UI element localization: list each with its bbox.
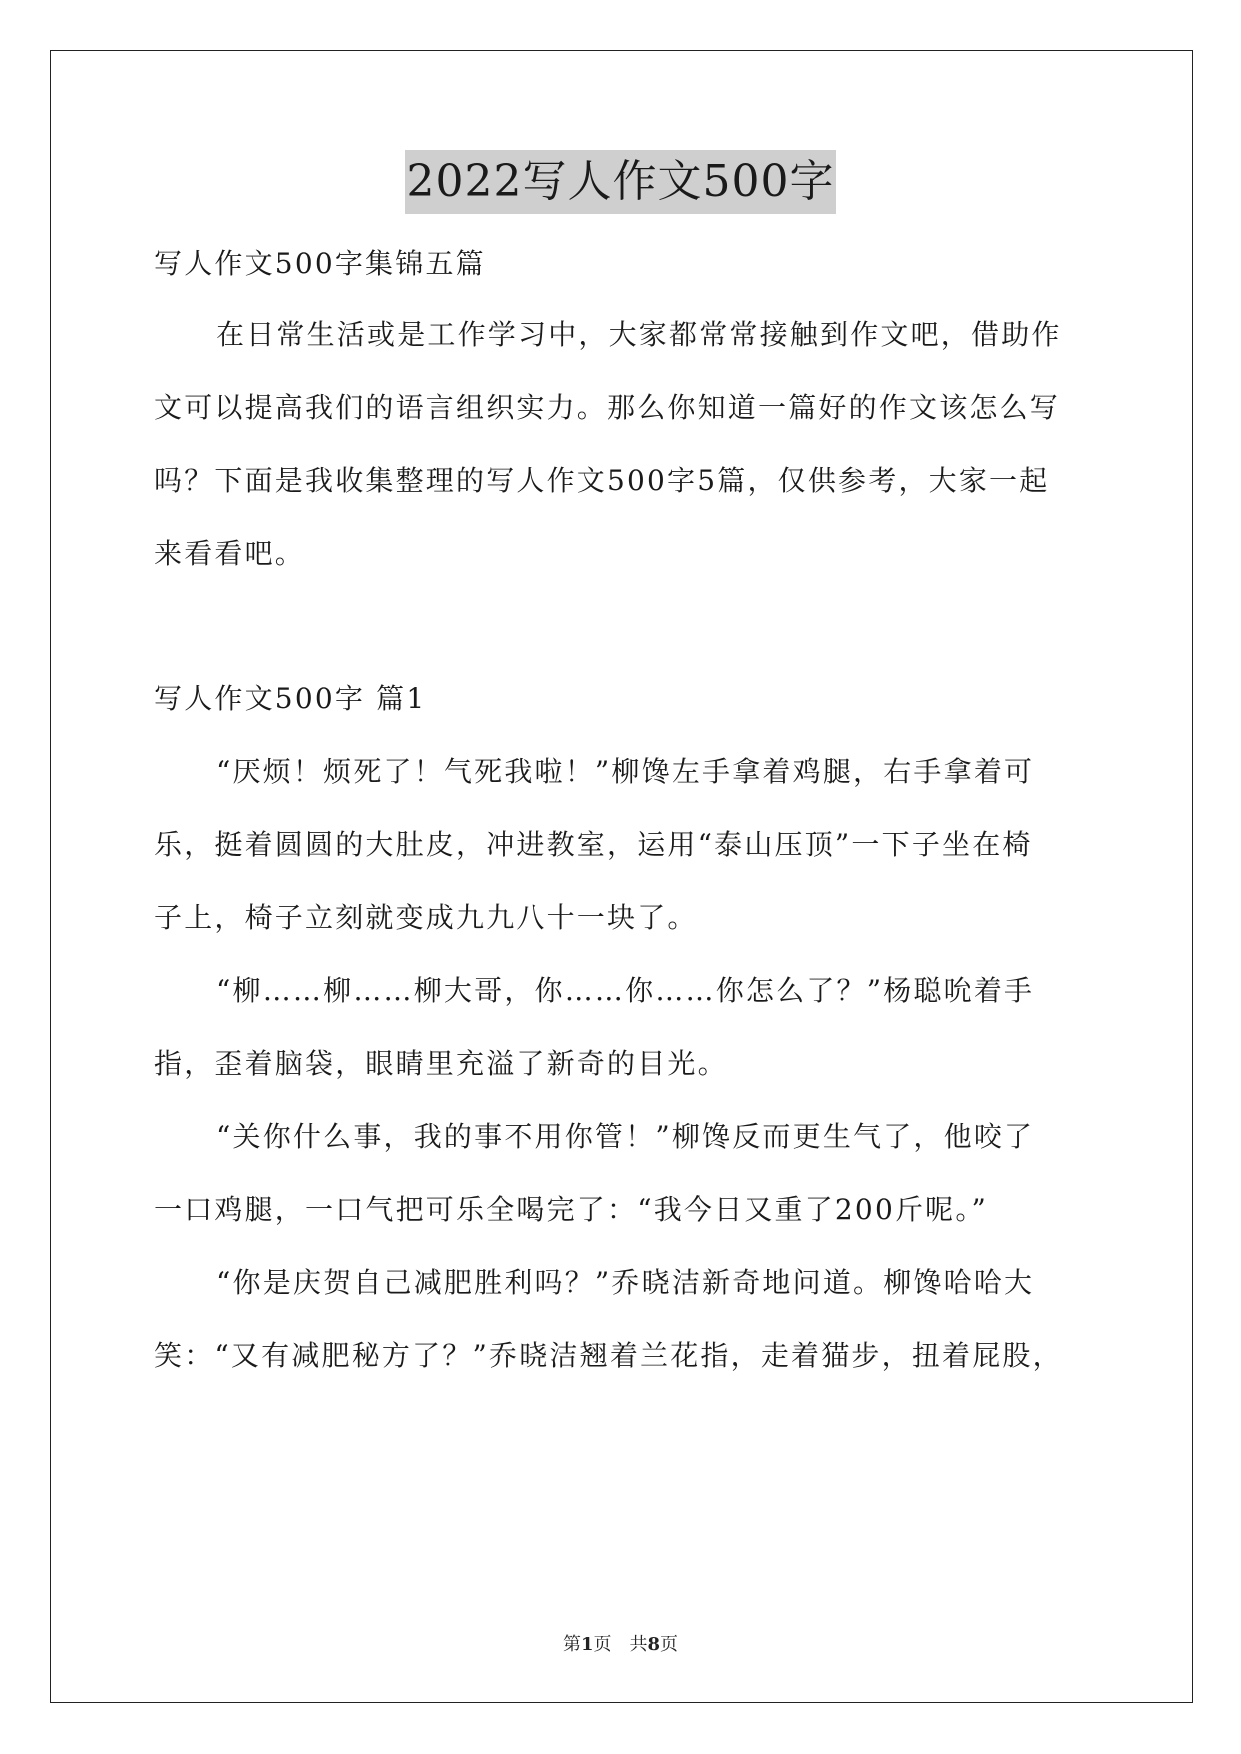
document-title	[0, 150, 1241, 214]
document-subtitle: 写人作文500字集锦五篇	[154, 247, 486, 280]
body-line: 乐，挺着圆圆的大肚皮，冲进教室，运用“泰山压顶”一下子坐在椅	[154, 828, 1033, 861]
section-heading: 写人作文500字 篇1	[154, 682, 427, 715]
body-line: 笑：“又有减肥秘方了？”乔晓洁翘着兰花指，走着猫步，扭着屁股，	[154, 1339, 1063, 1372]
intro-line: 在日常生活或是工作学习中，大家都常常接触到作文吧，借助作	[216, 318, 1062, 351]
page-border	[50, 50, 1193, 1703]
intro-line: 吗？下面是我收集整理的写人作文500字5篇，仅供参考，大家一起	[154, 464, 1050, 497]
page-footer	[0, 1633, 1241, 1657]
footer-mid: 页 共	[593, 1634, 648, 1655]
intro-line: 文可以提高我们的语言组织实力。那么你知道一篇好的作文该怎么写	[154, 391, 1061, 424]
intro-line: 来看看吧。	[154, 537, 306, 570]
body-line: “厌烦！烦死了！气死我啦！”柳馋左手拿着鸡腿，右手拿着可	[216, 755, 1035, 788]
body-line: 一口鸡腿，一口气把可乐全喝完了：“我今日又重了200斤呢。”	[154, 1193, 989, 1226]
footer-total-pages: 8	[647, 1634, 661, 1655]
body-line: “你是庆贺自己减肥胜利吗？”乔晓洁新奇地问道。柳馋哈哈大	[216, 1266, 1035, 1299]
footer-page-number: 1	[580, 1634, 594, 1655]
footer-suffix: 页	[660, 1634, 679, 1655]
body-line: 子上，椅子立刻就变成九九八十一块了。	[154, 901, 698, 934]
document-title-text: 2022写人作文500字	[405, 150, 837, 214]
footer-prefix: 第	[562, 1634, 581, 1655]
body-line: 指，歪着脑袋，眼睛里充溢了新奇的目光。	[154, 1047, 728, 1080]
body-line: “关你什么事，我的事不用你管！”柳馋反而更生气了，他咬了	[216, 1120, 1035, 1153]
body-line: “柳……柳……柳大哥，你……你……你怎么了？”杨聪吮着手	[216, 974, 1035, 1007]
